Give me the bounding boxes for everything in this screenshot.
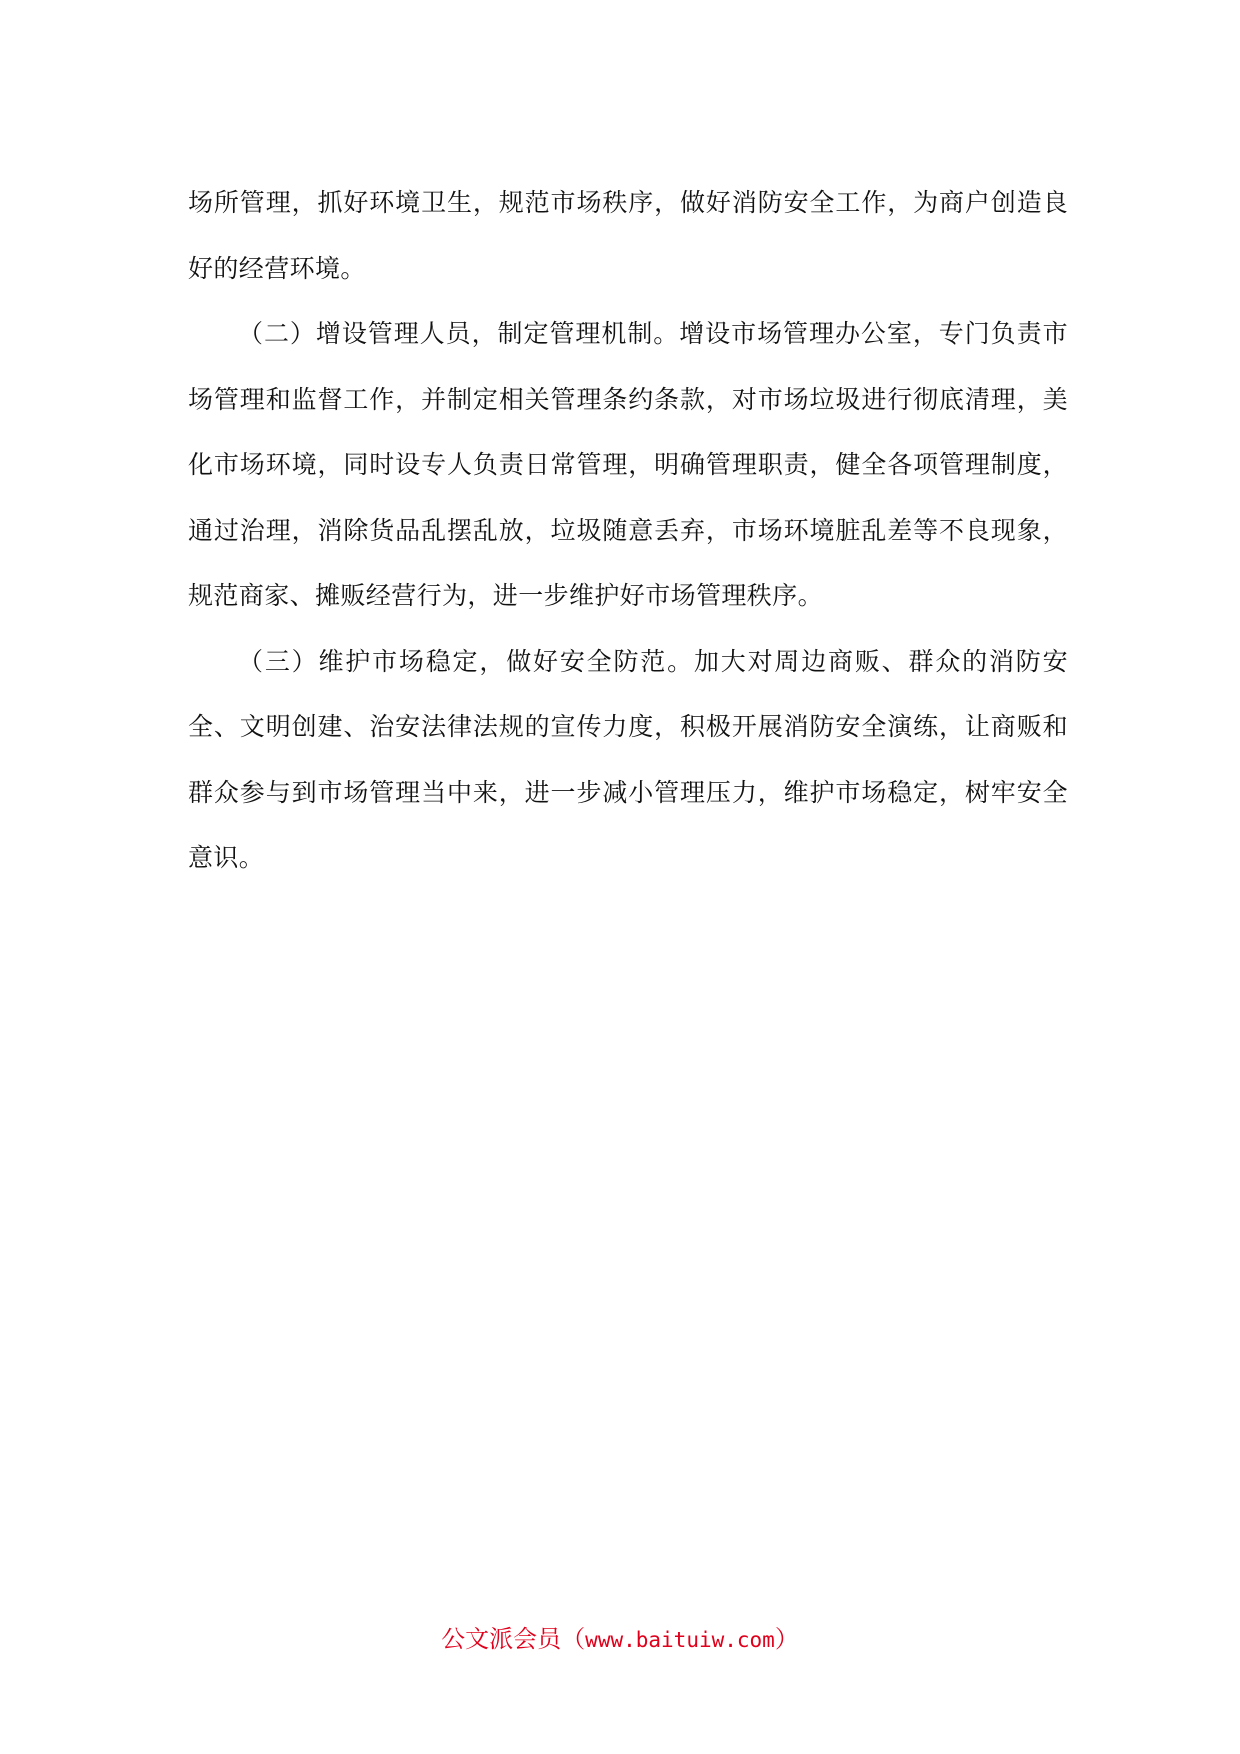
paragraph-continuation: 场所管理，抓好环境卫生，规范市场秩序，做好消防安全工作，为商户创造良好的经营环境。 xyxy=(188,188,1068,283)
paragraph-section-two: （二）增设管理人员，制定管理机制。增设市场管理办公室，专门负责市场管理和监督工作，并制定相关管理条约条款，对市场垃圾进行彻底清理，美化市场环境，同时设专人负责日常管理，明确管理职责，健全各项管理制度，通过治理，消除货品乱摆乱放，垃圾随意丢弃，市场环境脏乱差等不良现象，规范商家、摊贩经营行为，进一步维护好市场管理秩序。 xyxy=(188,319,1068,610)
footer-watermark xyxy=(0,1622,1240,1657)
footer-close-paren: ） xyxy=(774,1625,799,1653)
footer-url-link[interactable]: www.baituiw.com xyxy=(585,1628,775,1652)
document-body xyxy=(188,170,1068,891)
paragraph-section-three: （三）维护市场稳定，做好安全防范。加大对周边商贩、群众的消防安全、文明创建、治安法律法规的宣传力度，积极开展消防安全演练，让商贩和群众参与到市场管理当中来，进一步减小管理压力，维护市场稳定，树牢安全意识。 xyxy=(188,646,1068,872)
footer-open-paren: （ xyxy=(561,1625,586,1653)
footer-brand: 公文派会员 xyxy=(441,1625,562,1653)
